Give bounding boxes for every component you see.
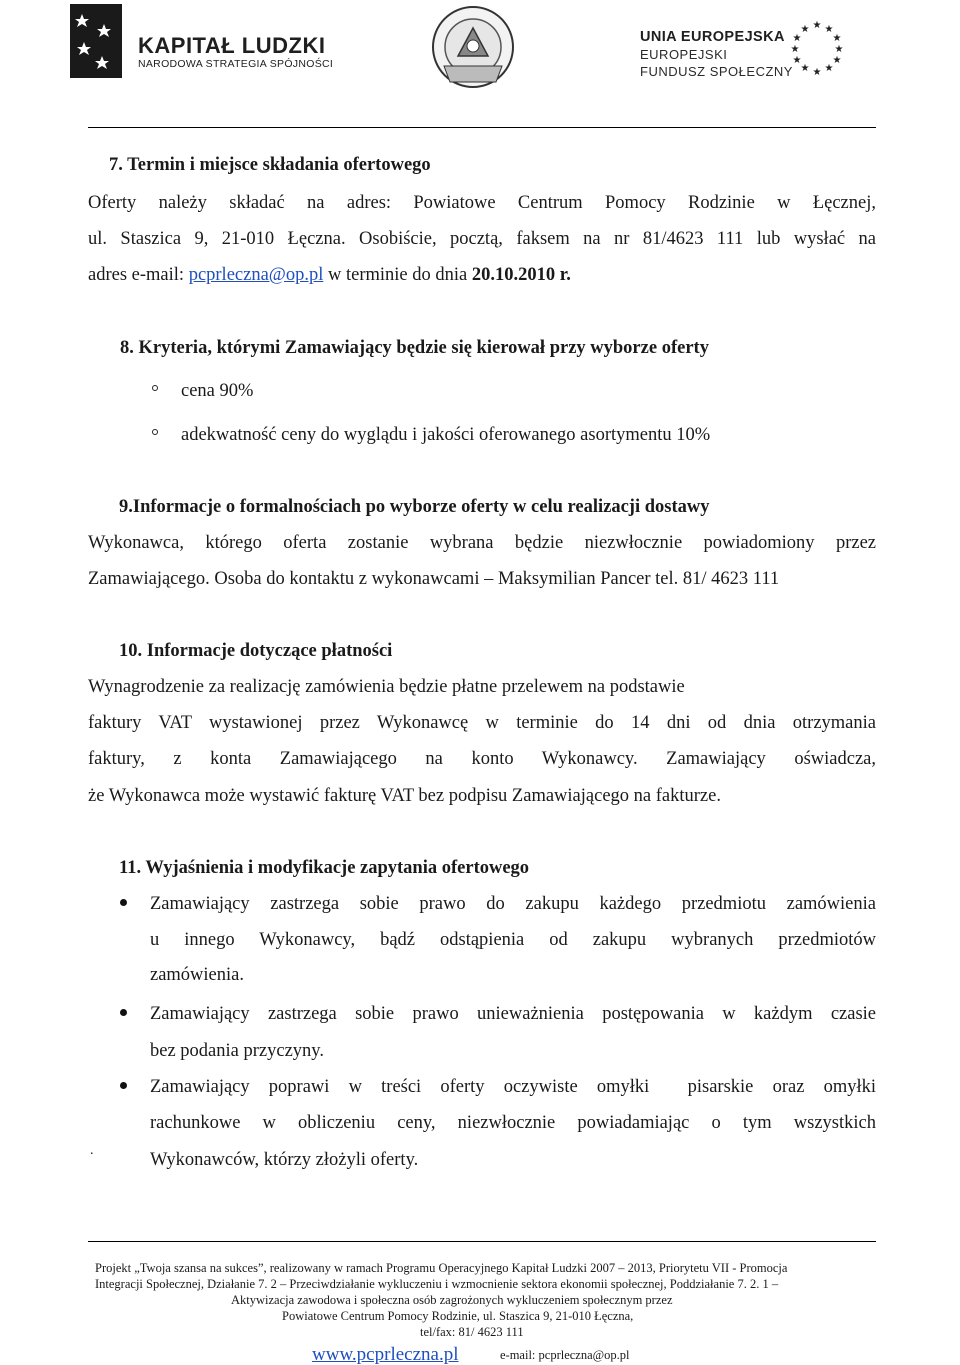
footer-line-2: Integracji Społecznej, Działanie 7. 2 – Przeciwdziałanie wykluczeniu i wzmocnienie sektora ekonomii społecznej, Poddziałanie 7. 2. 1 –	[95, 1277, 779, 1291]
section-11-item-3-line-3: Wykonawców, którzy złożyli oferty.	[150, 1150, 419, 1170]
kapital-ludzki-subtitle: NARODOWA STRATEGIA SPÓJNOŚCI	[138, 58, 334, 70]
section-11-item-3-line-1: Zamawiający poprawi w treści oferty oczywiste omyłki pisarskie oraz omyłki	[150, 1077, 876, 1097]
section-10-line-1: Wynagrodzenie za realizację zamówienia będzie płatne przelewem na podstawie	[88, 677, 685, 697]
section-11-item-1-line-3: zamówienia.	[150, 965, 244, 985]
svg-text:★: ★	[832, 55, 842, 66]
svg-text:★: ★	[812, 67, 822, 76]
svg-text:★: ★	[824, 24, 834, 35]
section-7-line-2: ul. Staszica 9, 21-010 Łęczna. Osobiście, pocztą, faksem na nr 81/4623 111 lub wysłać na	[88, 229, 876, 249]
section-9-number: 9.	[119, 497, 133, 517]
footer-email: e-mail: pcprleczna@op.pl	[500, 1348, 630, 1362]
criteria-item: adekwatność ceny do wyglądu i jakości oferowanego asortymentu 10%	[181, 425, 711, 445]
section-10-line-4: że Wykonawca może wystawić fakturę VAT bez podpisu Zamawiającego na fakturze.	[88, 786, 721, 806]
section-9-heading	[119, 496, 710, 518]
section-9-line-2: Zamawiającego. Osoba do kontaktu z wykonawcami – Maksymilian Pancer tel. 81/ 4623 111	[88, 569, 780, 589]
footer-line-4: Powiatowe Centrum Pomocy Rodzinie, ul. Staszica 9, 21-010 Łęczna,	[282, 1309, 634, 1323]
bullet-dot-icon	[120, 1009, 127, 1016]
section-7-address-label: adres e-mail:	[88, 265, 189, 285]
footer-line-3: Aktywizacja zawodowa i społeczna osób zagrożonych wykluczeniem społecznym przez	[231, 1293, 673, 1307]
ue-line2: EUROPEJSKI	[640, 47, 728, 62]
section-11-item-1-line-1: Zamawiający zastrzega sobie prawo do zakupu każdego przedmiotu zamówienia	[150, 894, 876, 914]
bullet-dot-icon	[120, 1082, 127, 1089]
section-10-line-3: faktury, z konta Zamawiającego na konto Wykonawcy. Zamawiający oświadcza,	[88, 749, 876, 769]
section-9-line-1: Wykonawca, którego oferta zostanie wybrana będzie niezwłocznie powiadomiony przez	[88, 533, 876, 553]
svg-text:★: ★	[800, 24, 810, 35]
section-7-line-3	[88, 264, 571, 286]
svg-text:★: ★	[792, 33, 802, 44]
section-11-heading: 11. Wyjaśnienia i modyfikacje zapytania ofertowego	[119, 858, 530, 878]
svg-text:★: ★	[832, 33, 842, 44]
eu-stars-icon	[782, 18, 852, 76]
stray-dot: .	[90, 1143, 94, 1158]
section-9-title: Informacje o formalnościach po wyborze oferty w celu realizacji dostawy	[132, 497, 710, 517]
footer-line-5: tel/fax: 81/ 4623 111	[420, 1325, 524, 1339]
section-11-item-2-line-1: Zamawiający zastrzega sobie prawo unieważnienia postępowania w każdym czasie	[150, 1004, 876, 1024]
kapital-ludzki-title: KAPITAŁ LUDZKI	[138, 33, 326, 58]
footer-divider	[88, 1241, 876, 1242]
footer-line-1: Projekt „Twoja szansa na sukces”, realizowany w ramach Programu Operacyjnego Kapitał Ludzki 2007 – 2013, Priorytetu VII - Promocja	[95, 1261, 788, 1275]
section-8-heading: 8. Kryteria, którymi Zamawiający będzie się kierował przy wyborze oferty	[120, 338, 709, 358]
deadline-date: 20.10.2010 r.	[471, 265, 571, 285]
header-divider	[88, 127, 876, 128]
svg-text:★: ★	[824, 63, 834, 74]
kapital-ludzki-emblem-icon	[70, 4, 122, 78]
svg-text:★: ★	[812, 20, 822, 31]
section-7-deadline-label: w terminie do dnia	[323, 265, 472, 285]
bullet-circle-icon	[152, 429, 158, 435]
svg-text:★: ★	[834, 44, 844, 55]
footer-website-link[interactable]: www.pcprleczna.pl	[312, 1344, 459, 1365]
criteria-item: cena 90%	[181, 381, 254, 401]
section-11-item-3-line-2: rachunkowe w obliczeniu ceny, niezwłocznie powiadamiając o tym wszystkich	[150, 1113, 876, 1133]
svg-text:★: ★	[792, 55, 802, 66]
section-11-item-2-line-2: bez podania przyczyny.	[150, 1041, 324, 1061]
bullet-circle-icon	[152, 385, 158, 391]
svg-text:★: ★	[790, 44, 800, 55]
section-10-line-2: faktury VAT wystawionej przez Wykonawcę w terminie do 14 dni od dnia otrzymania	[88, 713, 876, 733]
section-10-heading: 10. Informacje dotyczące płatności	[119, 641, 393, 661]
section-7-heading: 7. Termin i miejsce składania ofertowego	[109, 155, 431, 175]
ue-title: UNIA EUROPEJSKA	[640, 29, 785, 45]
section-11-item-1-line-2: u innego Wykonawcy, bądź odstąpienia od zakupu wybranych przedmiotów	[150, 930, 876, 950]
svg-text:★: ★	[800, 63, 810, 74]
pcpr-logo	[430, 4, 516, 90]
bullet-dot-icon	[120, 899, 127, 906]
email-link[interactable]: pcprleczna@op.pl	[188, 265, 324, 285]
section-7-line-1: Oferty należy składać na adres: Powiatowe Centrum Pomocy Rodzinie w Łęcznej,	[88, 193, 876, 213]
ue-line3: FUNDUSZ SPOŁECZNY	[640, 64, 793, 79]
